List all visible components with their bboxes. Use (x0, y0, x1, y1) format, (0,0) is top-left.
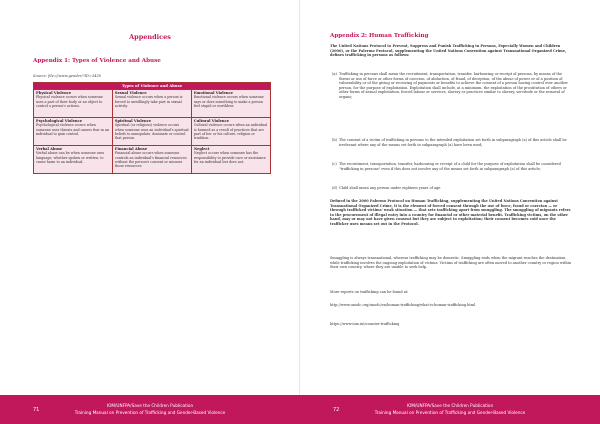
table-row (34, 146, 271, 174)
table-row (34, 118, 271, 146)
table-cell: Sexual Violence Sexual violence occurs when a person is forced to unwillingly take part in sexual activity. (112, 90, 191, 118)
table-cell: Psychological Violence Psychological violence occurs when someone uses threats and causes fear in an individual to gain control. (34, 118, 113, 146)
reference-link[interactable]: http://www.unodc.org/unodc/en/human-trafficking/what-is-human-trafficking.html (330, 303, 476, 307)
table-header: Types of Violence and Abuse (34, 83, 271, 90)
footer-band (0, 395, 300, 424)
list-item: (b) The consent of a victim of trafficking in persons to the intended exploitation set forth in subparagraph (a) of this article shall be irrelevant where any of the means set forth in subparagraph (a) have been used; (332, 138, 567, 147)
table-cell: Spiritual Violence Spiritual (or religious) violence occurs when someone uses an individual's spiritual beliefs to manipulate, dominate or control that person. (112, 118, 191, 146)
reference-link[interactable]: https://www.iom.int/counter-trafficking (330, 322, 400, 326)
appendix-1-title: Appendix 1: Types of Violence and Abuse (33, 58, 161, 64)
table-cell: Cultural Violence Cultural violence occurs when an individual is harmed as a result of practices that are part of her or his culture, religion or tradition. (191, 118, 270, 146)
table-cell: Verbal Abuse Verbal abuse can be when someone uses language, whether spoken or written, to cause harm to an individual. (34, 146, 113, 174)
table-cell: Physical Violence Physical violence occurs when someone uses a part of their body or an object to control a person's actions. (34, 90, 113, 118)
table-cell: Emotional Violence Emotional violence occurs when someone says or does something to make a person feel stupid or worthless. (191, 90, 270, 118)
footer-line-1: IOM/UNFPA/Save the Children Publication (106, 403, 194, 408)
violence-types-table (33, 82, 271, 174)
footer-line-2: Training Manual on Prevention of Trafficking and Gender-Based Violence (374, 410, 526, 415)
intro-paragraph: The United Nations Protocol to Prevent, Suppress and Punish Trafficking in Persons, Especially Women and Children (2000), or the Palermo Protocol, supplementing the United Nations Convention against Transnational Organized Crime, defines trafficking in persons as follows: (330, 44, 567, 58)
table-cell: Neglect Neglect occurs when someone has the responsibility to provide care or assistance for an individual but does not. (191, 146, 270, 174)
right-page (300, 0, 600, 424)
footer-line-1: IOM/UNFPA/Save the Children Publication (406, 403, 494, 408)
footer-line-2: Training Manual on Prevention of Trafficking and Gender-Based Violence (74, 410, 226, 415)
page-number: 72 (333, 407, 340, 413)
trafficking-vs-smuggling-paragraph: Defined in the 2000 Palermo Protocol on Human Trafficking, supplementing the United Nations Convention against Transnational Organized Crime, it is the element of forced consent through the use of force, fraud or coercion — or through trafficked victims' weak situation — that sets trafficking apart from smuggling. The smuggling of migrants refers to the procurement of illegal entry into a country for financial or other material benefit. Trafficking victims, on the other hand, may or may not have given consent but they are subject to exploitation; their consent becomes void once the trafficker uses means set out in the Protocol. (330, 199, 571, 226)
list-item: (a) Trafficking in persons shall mean the recruitment, transportation, transfer, harbouring or receipt of persons, by means of the threat or use of force or other forms of coercion, of abduction, of fraud, of deception, of the abuse of power or of a position of vulnerability or of the giving or receiving of payments or benefits to achieve the consent of a person having control over another person, for the purpose of exploitation. Exploitation shall include, at a minimum, the exploitation of the prostitution of others or other forms of sexual exploitation, forced labour or services, slavery or practices similar to slavery, servitude or the removal of organs; (332, 72, 568, 99)
page-number: 71 (33, 407, 40, 413)
list-item: (d) Child shall mean any person under eighteen years of age. (332, 186, 442, 190)
more-info-label: More reports on trafficking can be found at: (330, 290, 409, 294)
footer-band (300, 395, 600, 424)
smuggling-paragraph: Smuggling is always transnational, whereas trafficking may be domestic. Smuggling ends when the migrant reaches the destination, while trafficking involves the ongoing exploitation of victims. Victims of trafficking are often moved to another country or region within their own country, where they are unable to seek help. (330, 256, 571, 270)
table-row (34, 90, 271, 118)
section-title: Appendices (129, 33, 171, 41)
list-item: (c) The recruitment, transportation, transfer, harbouring or receipt of a child for the purpose of exploitation shall be considered "trafficking in persons" even if this does not involve any of the means set forth in subparagraph (a) of this article; (332, 162, 561, 171)
table-cell: Financial Abuse Financial abuse occurs when someone controls an individual's financial resources without the person's consent or misuses those resources. (112, 146, 191, 174)
appendix-2-title: Appendix 2: Human Trafficking (330, 33, 429, 39)
source-line: Source: file:///www.gender/?ID=3450 (33, 74, 102, 78)
